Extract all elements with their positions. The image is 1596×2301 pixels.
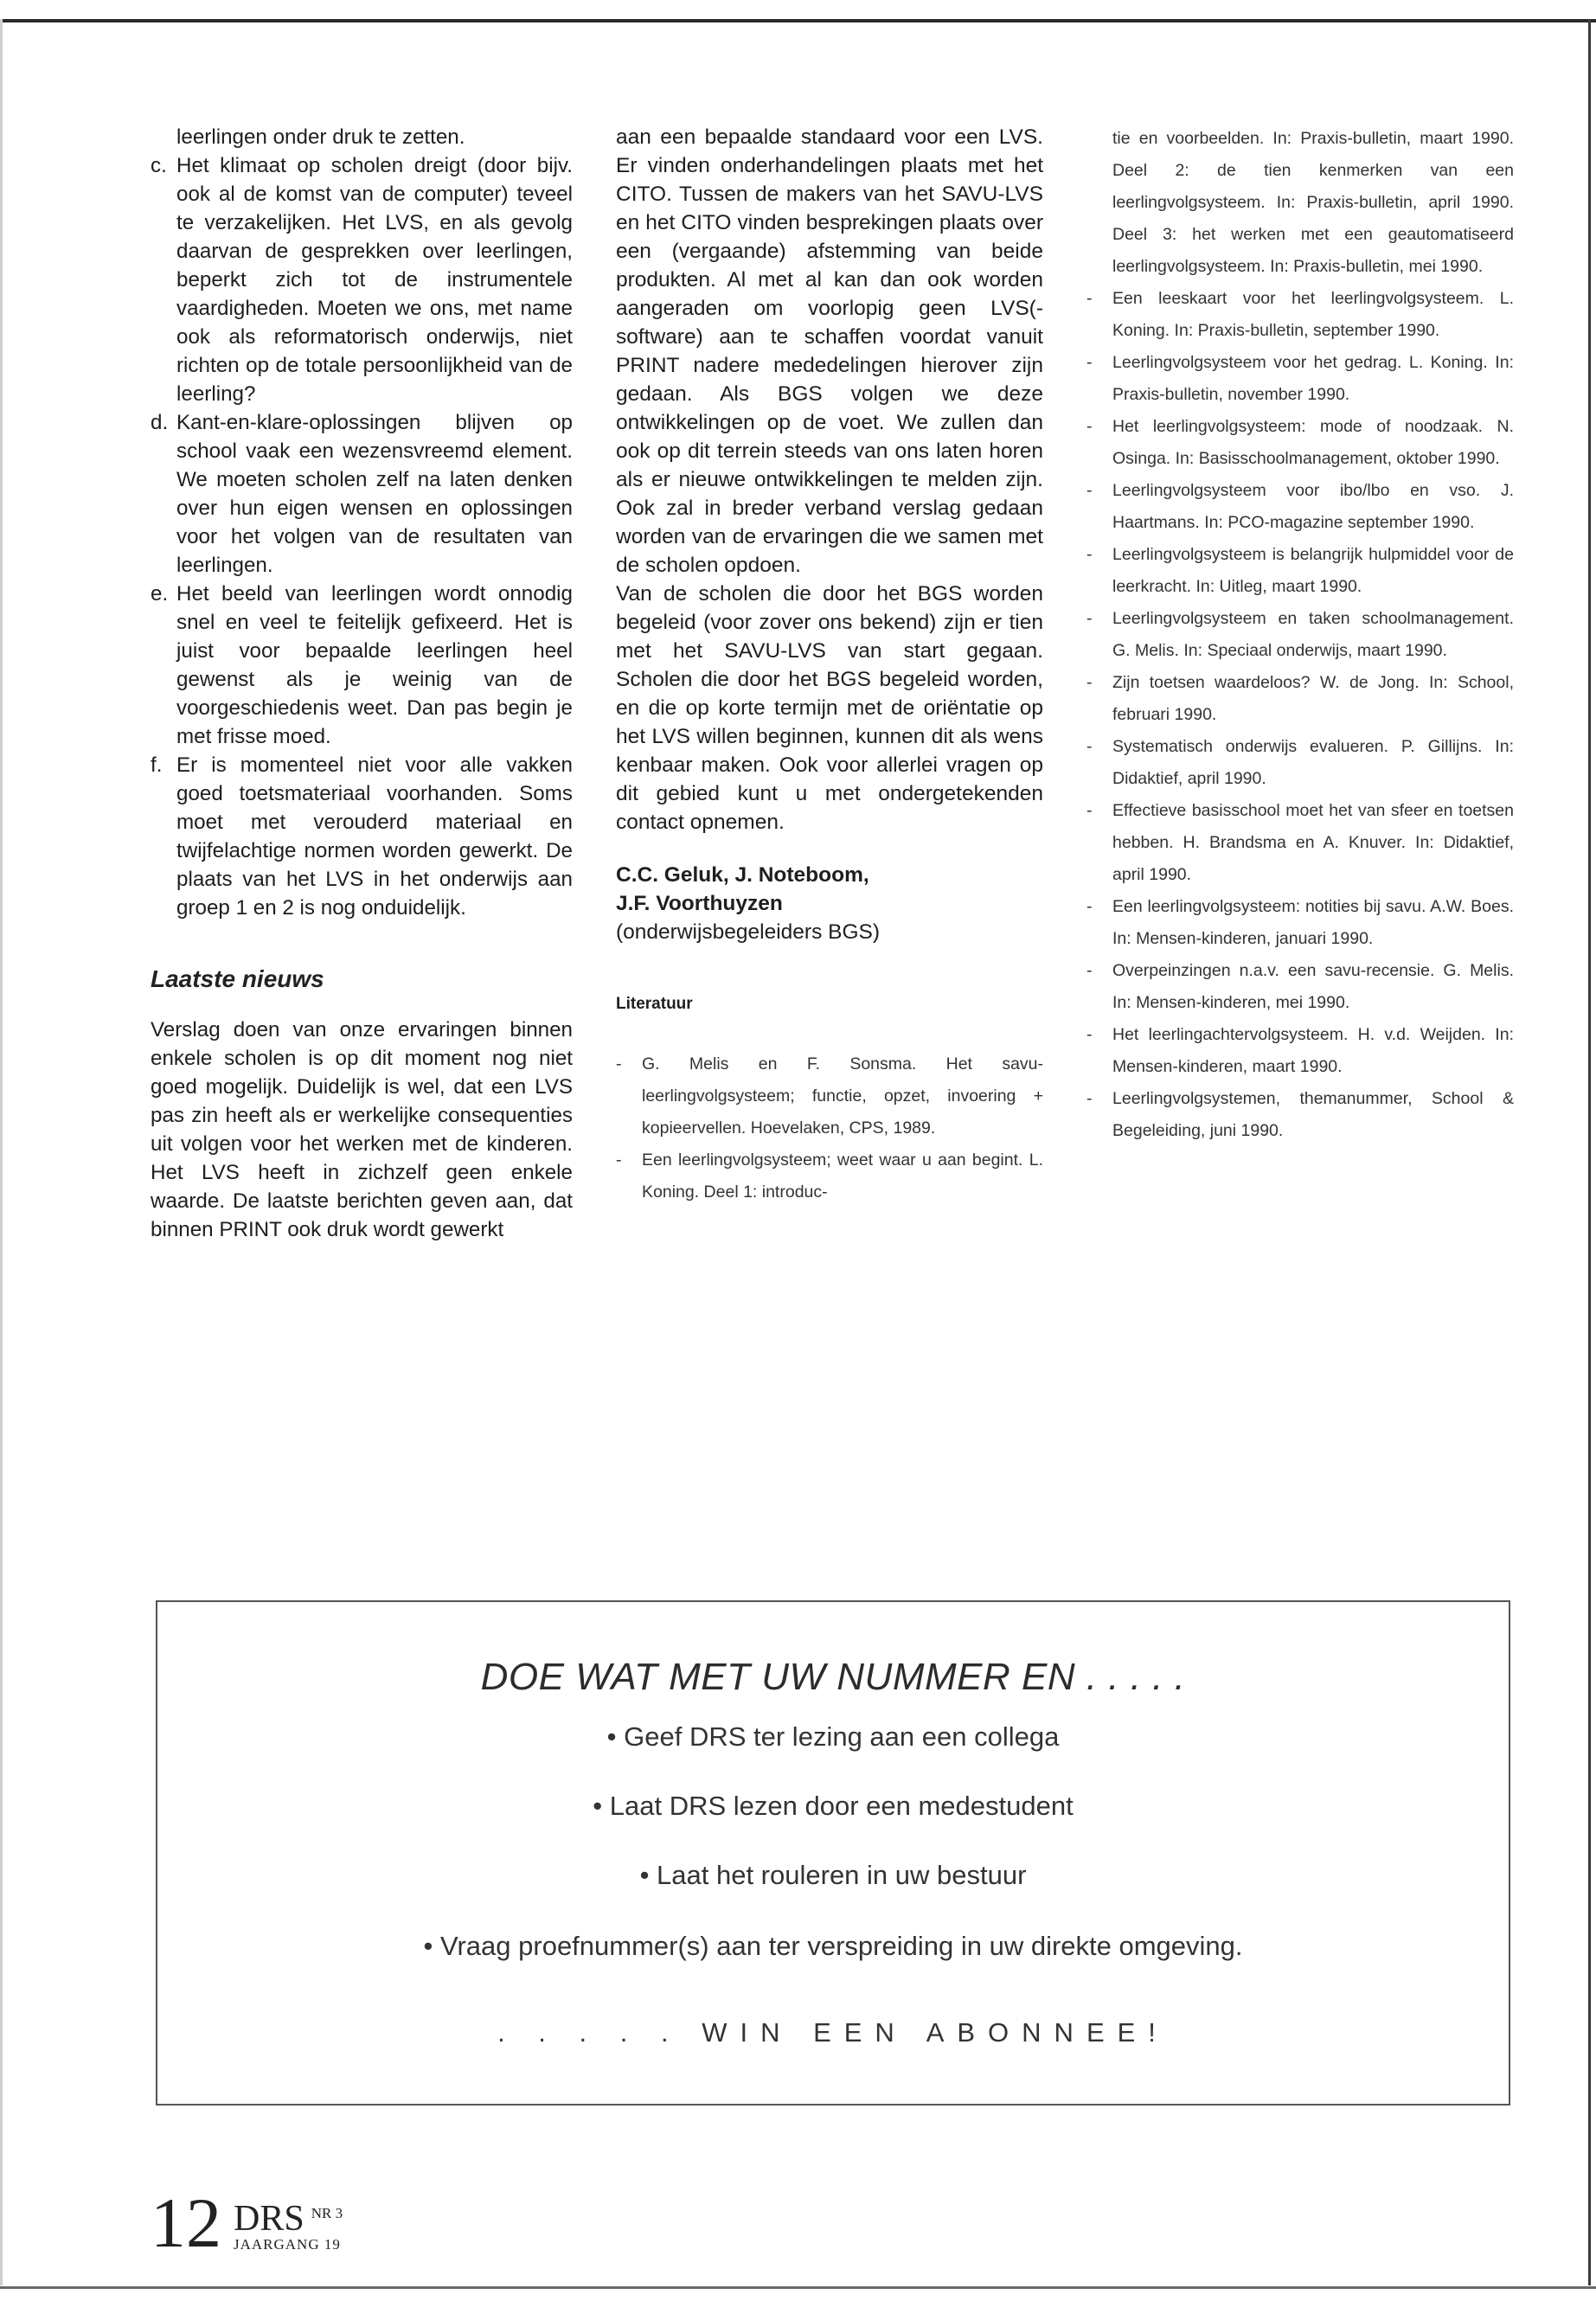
paragraph-2: Van de scholen die door het BGS worden begeleid (voor zover ons bekend) zijn er tien met het SAVU-LVS van start gegaan. Scholen die door het BGS begeleid worden, en die op korte termijn met de oriëntatie op het LVS willen beginnen, kunnen dit als wens kenbaar maken. Ook voor allerlei vragen op dit gebied kunt u met ondergetekenden contact opnemen. xyxy=(616,582,1043,834)
reference-continuation xyxy=(1086,123,1514,283)
dash-bullet: - xyxy=(1086,545,1093,564)
section-heading-news: Laatste nieuws xyxy=(151,965,324,992)
reference-item xyxy=(1086,411,1514,475)
reference-text: Leerlingvolgsysteem is belangrijk hulpmiddel voor de leerkracht. In: Uitleg, maart 1990. xyxy=(1112,545,1514,596)
column-2 xyxy=(616,123,1043,1208)
reference-item xyxy=(1086,1083,1514,1147)
reference-item xyxy=(1086,955,1514,1019)
promo-item: • Laat het rouleren in uw bestuur xyxy=(639,1860,1027,1890)
reference-item xyxy=(616,1048,1043,1144)
literature-heading: Literatuur xyxy=(616,995,693,1013)
column-1 xyxy=(151,123,573,1244)
dash-bullet: - xyxy=(616,1150,622,1170)
authors-line-2: J.F. Voorthuyzen xyxy=(616,892,783,915)
reference-item xyxy=(1086,667,1514,731)
reference-text: Een leerlingvolgsysteem: notities bij savu. A.W. Boes. In: Mensen-kinderen, januari 1990. xyxy=(1112,897,1514,948)
promo-box xyxy=(156,1600,1510,2106)
dash-bullet: - xyxy=(1086,897,1093,916)
reference-item xyxy=(1086,539,1514,603)
dash-bullet: - xyxy=(1086,1025,1093,1044)
issue-number: NR 3 xyxy=(311,2205,343,2221)
reference-item xyxy=(1086,475,1514,539)
column-3 xyxy=(1086,123,1514,1147)
dash-bullet: - xyxy=(1086,289,1093,308)
list-text: Het beeld van leerlingen wordt onnodig snel en veel te feitelijk gefixeerd. Het is juist voor bepaalde leerlingen heel gewenst als je weinig van de voorgeschiedenis weet. Dan pas begin je met frisse moed. xyxy=(176,582,573,748)
page-edge-right xyxy=(1588,19,1591,2285)
list-label: d. xyxy=(151,411,169,434)
dash-bullet: - xyxy=(1086,609,1093,628)
reference-item xyxy=(616,1144,1043,1208)
dash-bullet: - xyxy=(1086,737,1093,756)
promo-footer: . . . . . WIN EEN ABONNEE! xyxy=(497,2017,1169,2048)
paragraph-1: aan een bepaalde standaard voor een LVS. Er vinden onderhandelingen plaats met het CITO. Tussen de makers van het SAVU-LVS en het CITO vinden besprekingen plaats over een (vergaande) afstemming van beide produkten. Al met al kan dan ook worden aangeraden om voorlopig geen LVS(-software) aan te schaffen voordat vanuit PRINT nadere mededelingen hierover zijn gedaan. Als BGS volgen we deze ontwikkelingen op de voet. We zullen dan ook op dit terrein steeds van ons laten horen als er nieuwe ontwikkelingen te melden zijn. Ook zal in breder verband verslag gedaan worden van de ervaringen die we samen met de scholen opdoen. xyxy=(616,125,1043,577)
promo-item: • Laat DRS lezen door een medestudent xyxy=(593,1791,1074,1821)
dash-bullet: - xyxy=(1086,961,1093,980)
dash-bullet: - xyxy=(1086,481,1093,500)
volume-label: JAARGANG 19 xyxy=(234,2236,341,2253)
promo-item: • Vraag proefnummer(s) aan ter verspreiding in uw direkte omgeving. xyxy=(423,1931,1243,1961)
dash-bullet: - xyxy=(1086,673,1093,692)
promo-title: DOE WAT MET UW NUMMER EN . . . . . xyxy=(480,1656,1186,1698)
dash-bullet: - xyxy=(1086,1089,1093,1108)
list-item-e xyxy=(151,580,573,751)
reference-item xyxy=(1086,795,1514,891)
page-edge-left xyxy=(0,19,3,2285)
page-number: 12 xyxy=(151,2183,221,2262)
dash-bullet: - xyxy=(1086,353,1093,372)
page-edge-bottom xyxy=(0,2286,1596,2289)
reference-item xyxy=(1086,347,1514,411)
page-footer xyxy=(151,2183,343,2262)
reference-text: Leerlingvolgsystemen, themanummer, School & Begeleiding, juni 1990. xyxy=(1112,1089,1514,1140)
reference-text: Effectieve basisschool moet het van sfeer en toetsen hebben. H. Brandsma en A. Knuver. In: Didaktief, april 1990. xyxy=(1112,801,1514,884)
col1-intro: leerlingen onder druk te zetten. xyxy=(176,125,465,149)
reference-text: tie en voorbeelden. In: Praxis-bulletin, maart 1990. Deel 2: de tien kenmerken van een leerlingvolgsysteem. In: Praxis-bulletin, april 1990. Deel 3: het werken met een geautomatiseerd leerlingvolgsysteem. In: Praxis-bulletin, mei 1990. xyxy=(1112,129,1514,276)
magazine-name: DRS xyxy=(234,2199,304,2239)
reference-text: Een leerlingvolgsysteem; weet waar u aan begint. L. Koning. Deel 1: introduc- xyxy=(642,1150,1043,1202)
reference-item xyxy=(1086,283,1514,347)
news-paragraph: Verslag doen van onze ervaringen binnen enkele scholen is op dit moment nog niet goed mogelijk. Duidelijk is wel, dat een LVS pas zin heeft als er werkelijke consequenties uit volgen voor het werken met de kinderen. Het LVS heeft in zichzelf geen enkele waarde. De laatste berichten geven aan, dat binnen PRINT ook druk wordt gewerkt xyxy=(151,1018,573,1241)
reference-text: G. Melis en F. Sonsma. Het savu-leerlingvolgsysteem; functie, opzet, invoering + kopieervellen. Hoevelaken, CPS, 1989. xyxy=(642,1054,1043,1138)
reference-text: Het leerlingachtervolgsysteem. H. v.d. Weijden. In: Mensen-kinderen, maart 1990. xyxy=(1112,1025,1514,1076)
list-item-c xyxy=(151,151,573,408)
dash-bullet: - xyxy=(1086,801,1093,820)
dash-bullet: - xyxy=(616,1054,622,1074)
author-affiliation: (onderwijsbegeleiders BGS) xyxy=(616,920,881,944)
reference-text: Leerlingvolgsysteem en taken schoolmanagement. G. Melis. In: Speciaal onderwijs, maart 1990. xyxy=(1112,609,1514,660)
reference-text: Zijn toetsen waardeloos? W. de Jong. In: School, februari 1990. xyxy=(1112,673,1514,724)
dash-bullet: - xyxy=(1086,417,1093,436)
page-edge-top xyxy=(0,19,1596,22)
list-item-f xyxy=(151,751,573,922)
reference-item xyxy=(1086,891,1514,955)
authors-line-1: C.C. Geluk, J. Noteboom, xyxy=(616,863,869,887)
reference-text: Een leeskaart voor het leerlingvolgsysteem. L. Koning. In: Praxis-bulletin, september 1990. xyxy=(1112,289,1514,340)
list-label: e. xyxy=(151,582,169,606)
reference-text: Leerlingvolgsysteem voor het gedrag. L. Koning. In: Praxis-bulletin, november 1990. xyxy=(1112,353,1514,404)
list-item-d xyxy=(151,408,573,580)
list-label: f. xyxy=(151,753,163,777)
list-text: Het klimaat op scholen dreigt (door bijv. ook al de komst van de computer) teveel te verzakelijken. Het LVS, en als gevolg daarvan de gesprekken over leerlingen, beperkt zich tot de instrumentele vaardigheden. Moeten we ons, met name ook als reformatorisch onderwijs, niet richten op de totale persoonlijkheid van de leerling? xyxy=(176,154,573,406)
promo-item: • Geef DRS ter lezing aan een collega xyxy=(606,1721,1060,1752)
list-label: c. xyxy=(151,154,167,177)
reference-item xyxy=(1086,603,1514,667)
reference-item xyxy=(1086,731,1514,795)
reference-text: Overpeinzingen n.a.v. een savu-recensie. G. Melis. In: Mensen-kinderen, mei 1990. xyxy=(1112,961,1514,1012)
list-text: Kant-en-klare-oplossingen blijven op school vaak een wezensvreemd element. We moeten scholen zelf na laten denken over hun eigen wensen en oplossingen voor het volgen van de resultaten van leerlingen. xyxy=(176,411,573,577)
magazine-info xyxy=(234,2199,343,2253)
reference-text: Het leerlingvolgsysteem: mode of noodzaak. N. Osinga. In: Basisschoolmanagement, oktober 1990. xyxy=(1112,417,1514,468)
list-text: Er is momenteel niet voor alle vakken goed toetsmateriaal voorhanden. Soms moet met verouderd materiaal en twijfelachtige normen worden gewerkt. De plaats van het LVS in het onderwijs aan groep 1 en 2 is nog onduidelijk. xyxy=(176,753,573,920)
reference-text: Leerlingvolgsysteem voor ibo/lbo en vso. J. Haartmans. In: PCO-magazine september 1990. xyxy=(1112,481,1514,532)
reference-item xyxy=(1086,1019,1514,1083)
reference-text: Systematisch onderwijs evalueren. P. Gillijns. In: Didaktief, april 1990. xyxy=(1112,737,1514,788)
